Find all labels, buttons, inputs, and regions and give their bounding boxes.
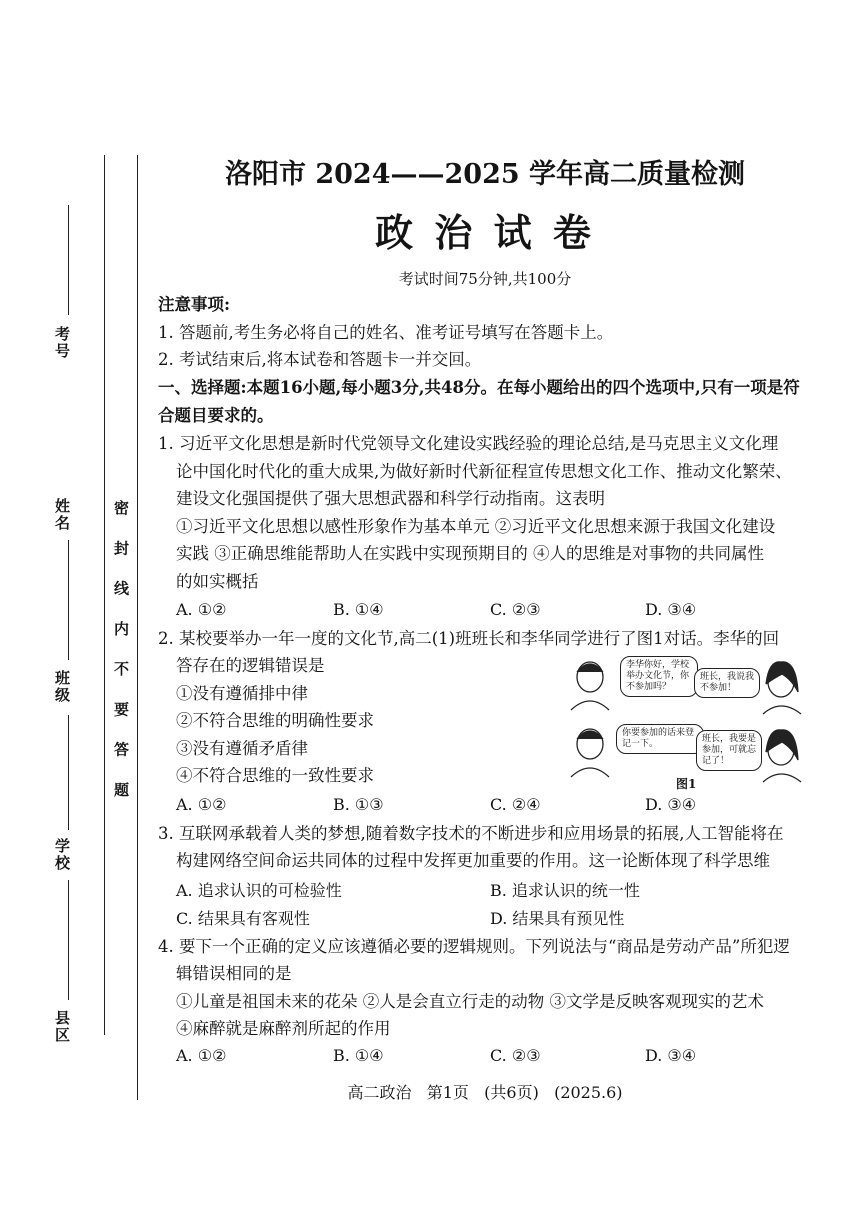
label-exam-number: 考号 bbox=[53, 326, 71, 360]
label-class: 班级 bbox=[53, 670, 71, 704]
field-name[interactable] bbox=[68, 540, 69, 660]
question-1-line: 1. 习近平文化思想是新时代党领导文化建设实践经验的理论总结,是马克思主义文化理 bbox=[158, 434, 779, 453]
q2-option-c[interactable]: C. ②④ bbox=[490, 795, 541, 814]
boy-figure bbox=[571, 729, 609, 777]
section-heading-cont: 合题目要求的。 bbox=[158, 406, 274, 425]
question-4-line: ①儿童是祖国未来的花朵 ②人是会直立行走的动物 ③文学是反映客观现实的艺术 bbox=[176, 992, 764, 1011]
speech-bubble: 班长，我要是参加，可就忘记了！ bbox=[696, 730, 762, 771]
label-name: 姓名 bbox=[53, 498, 71, 532]
boy-figure bbox=[571, 662, 609, 710]
question-4-line: ④麻醉就是麻醉剂所起的作用 bbox=[176, 1019, 391, 1038]
speech-bubble: 李华你好，学校举办文化节，你不参加吗？ bbox=[620, 656, 698, 697]
label-school: 学校 bbox=[53, 838, 71, 872]
question-1-line: 实践 ③正确思维能帮助人在实践中实现预期目的 ④人的思维是对事物的共同属性 bbox=[176, 544, 764, 563]
q1-option-a[interactable]: A. ①② bbox=[176, 600, 227, 619]
q3-option-b[interactable]: B. 追求认识的统一性 bbox=[490, 881, 640, 900]
q2-option-b[interactable]: B. ①③ bbox=[333, 795, 384, 814]
question-2-line: ①没有遵循排中律 bbox=[176, 684, 308, 703]
page-title: 洛阳市 2024——2025 学年高二质量检测 bbox=[224, 159, 746, 190]
question-2-line: ③没有遵循矛盾律 bbox=[176, 739, 308, 758]
question-2-line: 2. 某校要举办一年一度的文化节,高二(1)班班长和李华同学进行了图1对话。李华的回 bbox=[158, 629, 780, 648]
section-heading: 一、选择题:本题16小题,每小题3分,共48分。在每小题给出的四个选项中,只有一项是符 bbox=[158, 378, 800, 397]
page-footer: 高二政治 第1页 (共6页) (2025.6) bbox=[347, 1083, 623, 1102]
figure-1-caption: 图1 bbox=[676, 777, 697, 791]
q1-option-d[interactable]: D. ③④ bbox=[645, 600, 697, 619]
question-3-line: 3. 互联网承载着人类的梦想,随着数字技术的不断进步和应用场景的拓展,人工智能将在 bbox=[158, 824, 784, 843]
q3-option-a[interactable]: A. 追求认识的可检验性 bbox=[176, 881, 342, 900]
girl-figure bbox=[763, 730, 801, 782]
q1-option-c[interactable]: C. ②③ bbox=[490, 600, 541, 619]
question-2-line: ④不符合思维的一致性要求 bbox=[176, 766, 374, 785]
girl-figure bbox=[763, 662, 801, 714]
q3-option-d[interactable]: D. 结果具有预见性 bbox=[490, 909, 625, 928]
exam-info: 考试时间75分钟,共100分 bbox=[398, 270, 572, 288]
note-item: 1. 答题前,考生务必将自己的姓名、准考证号填写在答题卡上。 bbox=[158, 323, 614, 342]
label-county: 县区 bbox=[53, 1010, 71, 1044]
question-4-line: 4. 要下一个正确的定义应该遵循必要的逻辑规则。下列说法与“商品是劳动产品”所犯逻 bbox=[158, 937, 790, 956]
question-4-line: 辑错误相同的是 bbox=[176, 964, 292, 983]
q3-option-c[interactable]: C. 结果具有客观性 bbox=[176, 909, 310, 928]
q4-option-d[interactable]: D. ③④ bbox=[645, 1046, 697, 1065]
question-2-line: ②不符合思维的明确性要求 bbox=[176, 711, 374, 730]
question-1-line: ①习近平文化思想以感性形象作为基本单元 ②习近平文化思想来源于我国文化建设 bbox=[176, 517, 776, 536]
q2-option-a[interactable]: A. ①② bbox=[176, 795, 227, 814]
question-2-line: 答存在的逻辑错误是 bbox=[176, 656, 325, 675]
question-1-line: 的如实概括 bbox=[176, 572, 259, 591]
q4-option-a[interactable]: A. ①② bbox=[176, 1046, 227, 1065]
speech-bubble: 班长，我说我不参加！ bbox=[694, 668, 760, 698]
field-class[interactable] bbox=[68, 715, 69, 830]
figure-1 bbox=[566, 652, 811, 792]
q1-option-b[interactable]: B. ①④ bbox=[333, 600, 384, 619]
speech-bubble: 你要参加的话来登记一下。 bbox=[616, 724, 704, 754]
binding-line-outer bbox=[104, 155, 105, 1035]
field-exam-number[interactable] bbox=[68, 205, 69, 315]
q2-option-d[interactable]: D. ③④ bbox=[645, 795, 697, 814]
q4-option-c[interactable]: C. ②③ bbox=[490, 1046, 541, 1065]
question-1-line: 建设文化强国提供了强大思想武器和科学行动指南。这表明 bbox=[176, 489, 605, 508]
field-school[interactable] bbox=[68, 880, 69, 1000]
seal-warning: 密 封 线 内 不 要 答 题 bbox=[112, 500, 130, 807]
question-3-line: 构建网络空间命运共同体的过程中发挥更加重要的作用。这一论断体现了科学思维 bbox=[176, 851, 770, 870]
subject-title: 政 治 试 卷 bbox=[375, 210, 595, 255]
binding-line-inner bbox=[137, 155, 138, 1100]
notes-heading: 注意事项: bbox=[158, 295, 231, 314]
note-item: 2. 考试结束后,将本试卷和答题卡一并交回。 bbox=[158, 350, 482, 369]
q4-option-b[interactable]: B. ①④ bbox=[333, 1046, 384, 1065]
question-1-line: 论中国化时代化的重大成果,为做好新时代新征程宣传思想文化工作、推动文化繁荣、 bbox=[176, 462, 792, 481]
